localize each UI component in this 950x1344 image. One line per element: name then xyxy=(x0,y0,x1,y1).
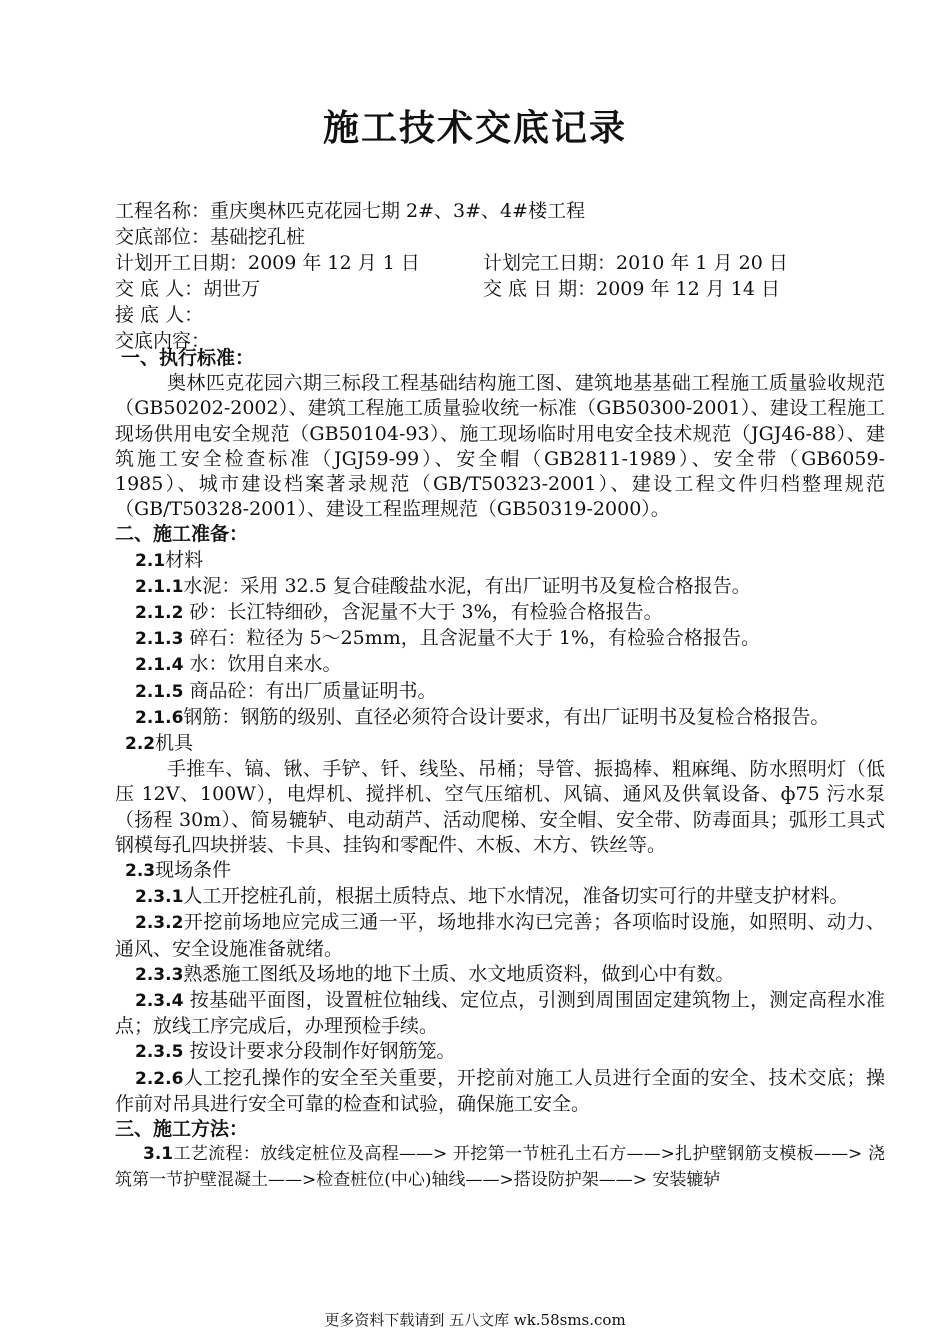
item-text: 人工挖孔操作的安全至关重要，开挖前对施工人员进行全面的安全、技术交底；操作前对吊具进行安全可靠的检查和试验，确保施工安全。 xyxy=(115,1066,885,1115)
document-body xyxy=(115,346,885,1193)
disclosure-giver: 交 底 人：胡世万 xyxy=(115,278,261,300)
subsection-number: 2.1 xyxy=(135,550,166,571)
item-text: 商品砼：有出厂质量证明书。 xyxy=(183,679,437,702)
item-2-1-4 xyxy=(115,652,885,678)
item-text: 工艺流程：放线定桩位及高程——> 开挖第一节桩孔土石方——>扎护壁钢筋支模板——> 浇筑第一节护壁混凝土——>检查桩位(中心)轴线——>搭设防护架——> 安装辘轳 xyxy=(115,1144,885,1190)
item-2-3-5 xyxy=(115,1039,885,1065)
item-text: 按基础平面图，设置桩位轴线、定位点，引测到周围固定建筑物上，测定高程水准点；放线工序完成后，办理预检手续。 xyxy=(115,989,885,1038)
item-number: 2.1.1 xyxy=(135,576,184,597)
item-number: 2.3.2 xyxy=(135,913,184,934)
content-label: 交底内容： xyxy=(115,330,211,352)
item-text: 水泥：采用 32.5 复合硅酸盐水泥，有出厂证明书及复检合格报告。 xyxy=(183,574,751,597)
subsection-number: 2.3 xyxy=(125,861,156,882)
item-number: 2.3.5 xyxy=(135,1042,184,1063)
item-2-1-2 xyxy=(115,600,885,626)
item-number: 2.2.6 xyxy=(135,1068,184,1089)
item-number: 2.1.5 xyxy=(135,681,184,702)
disclosure-part-line: 交底部位：基础挖孔桩 xyxy=(115,226,306,248)
item-number: 3.1 xyxy=(143,1144,174,1165)
item-2-3-4 xyxy=(115,988,885,1039)
document-header xyxy=(115,198,885,354)
section-3-heading: 三、施工方法： xyxy=(115,1118,249,1141)
project-name-line: 工程名称：重庆奥林匹克花园七期 2#、3#、4#楼工程 xyxy=(115,200,586,222)
item-number: 2.3.4 xyxy=(135,991,184,1012)
item-text: 砂：长江特细砂，含泥量不大于 3%，有检验合格报告。 xyxy=(183,601,663,624)
item-text: 水：饮用自来水。 xyxy=(183,653,342,676)
dates-row xyxy=(115,250,885,276)
subsection-number: 2.2 xyxy=(125,734,156,755)
subsection-label: 机具 xyxy=(155,732,194,755)
item-number: 2.3.3 xyxy=(135,964,184,985)
item-2-1-5 xyxy=(115,679,885,705)
section-2-heading: 二、施工准备： xyxy=(115,523,249,546)
item-text: 钢筋：钢筋的级别、直径必须符合设计要求，有出厂证明书及复检合格报告。 xyxy=(183,705,830,728)
subsection-2-1 xyxy=(115,548,885,574)
item-2-1-3 xyxy=(115,626,885,652)
item-2-3-3 xyxy=(115,962,885,988)
item-2-1-6 xyxy=(115,705,885,731)
item-2-1-1 xyxy=(115,574,885,600)
section-1-paragraph: 奥林匹克花园六期三标段工程基础结构施工图、建筑地基基础工程施工质量验收规范（GB50202-2002）、建筑工程施工质量验收统一标准（GB50300-2001）、建设工程施工现场供用电安全规范（GB50104-93）、施工现场临时用电安全技术规范（JGJ46-88）、建筑施工安全检查标准（JGJ59-99）、安全帽（GB2811-1989）、安全带（GB6059-1985）、城市建设档案著录规范（GB/T50323-2001）、建设工程文件归档整理规范（GB/T50328-2001）、建设工程监理规范（GB50319-2000）。 xyxy=(115,372,885,521)
document-title: 施工技术交底记录 xyxy=(322,107,627,149)
subsection-2-3 xyxy=(115,858,885,884)
item-number: 2.1.6 xyxy=(135,707,184,728)
planned-end-date: 计划完工日期：2010 年 1 月 20 日 xyxy=(483,252,788,274)
disclosure-date: 交 底 日 期：2009 年 12 月 14 日 xyxy=(483,278,781,300)
subsection-2-2 xyxy=(115,731,885,757)
page-footer: 更多资料下载请到 五八文库 wk.58sms.com xyxy=(324,1311,626,1329)
item-2-3-2 xyxy=(115,910,885,961)
subsection-label: 材料 xyxy=(165,548,204,571)
item-text: 按设计要求分段制作好钢筋笼。 xyxy=(183,1040,456,1063)
item-3-1 xyxy=(115,1142,885,1192)
item-2-2-6 xyxy=(115,1066,885,1117)
receiver-line: 接 底 人： xyxy=(115,304,204,326)
giver-row xyxy=(115,276,885,302)
tools-paragraph: 手推车、镐、锹、手铲、钎、线坠、吊桶；导管、振捣棒、粗麻绳、防水照明灯（低压 12V、100W），电焊机、搅拌机、空气压缩机、风镐、通风及供氧设备、ф75 污水泵（扬程 30m）、简易辘轳、电动葫芦、活动爬梯、安全帽、安全带、防毒面具；弧形工具式钢模每孔四块拼装、卡具、挂钩和零配件、木板、木方、铁丝等。 xyxy=(115,758,885,856)
item-number: 2.1.2 xyxy=(135,603,184,624)
planned-start-date: 计划开工日期：2009 年 12 月 1 日 xyxy=(115,252,420,274)
item-text: 开挖前场地应完成三通一平，场地排水沟已完善；各项临时设施，如照明、动力、通风、安全设施准备就绪。 xyxy=(115,911,885,960)
item-number: 2.1.4 xyxy=(135,655,184,676)
item-number: 2.3.1 xyxy=(135,887,184,908)
item-2-3-1 xyxy=(115,884,885,910)
item-text: 人工开挖桩孔前，根据土质特点、地下水情况，准备切实可行的井壁支护材料。 xyxy=(183,885,849,908)
subsection-label: 现场条件 xyxy=(155,859,232,882)
item-text: 碎石：粒径为 5～25mm，且含泥量不大于 1%，有检验合格报告。 xyxy=(183,627,760,650)
item-text: 熟悉施工图纸及场地的地下土质、水文地质资料，做到心中有数。 xyxy=(183,962,735,985)
section-1-heading: 一、执行标准： xyxy=(121,347,255,369)
item-number: 2.1.3 xyxy=(135,629,184,650)
